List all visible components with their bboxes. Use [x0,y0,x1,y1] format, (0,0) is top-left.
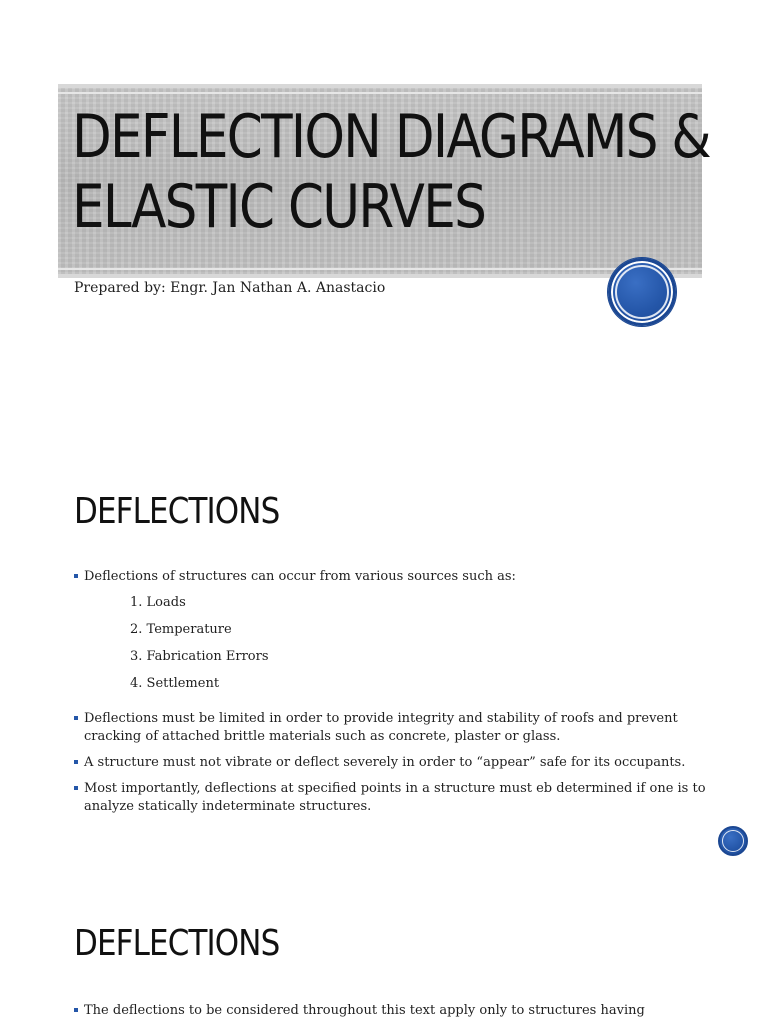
slide-title [72,102,710,242]
title-banner [58,84,710,278]
deflections-slide [0,440,768,880]
bullet-list [74,568,714,824]
slide-heading: DEFLECTIONS [74,491,280,532]
sub-item: 1. Loads [130,595,186,610]
bullet-text: Most importantly, deflections at specified points in a structure must eb determined if one is to analyze statically indeterminate structures. [84,781,706,814]
title-slide [0,0,768,440]
sub-item: 2. Temperature [130,622,232,637]
bullet-text: The deflections to be considered throughout this text apply only to structures having [84,1003,645,1018]
circle-logo-icon [718,826,748,856]
title-line-1: DEFLECTION DIAGRAMS & [72,102,710,172]
bullet-list [74,1002,714,1028]
square-bullet-icon [74,786,78,790]
bullet-item [74,568,714,702]
bullet-text: Deflections of structures can occur from various sources such as: [84,569,516,584]
bullet-item [74,780,714,816]
slide-heading: DEFLECTIONS [74,923,280,964]
square-bullet-icon [74,1008,78,1012]
bullet-text: A structure must not vibrate or deflect severely in order to “appear” safe for its occupants. [84,755,686,770]
deflections-slide-2 [0,880,768,1024]
circle-logo-icon [608,258,676,326]
bullet-text: Deflections must be limited in order to provide integrity and stability of roofs and prevent cracking of attached brittle materials such as concrete, plaster or glass. [84,711,678,744]
bullet-item [74,1002,714,1020]
square-bullet-icon [74,574,78,578]
sub-item: 3. Fabrication Errors [130,649,269,664]
bullet-item [74,710,714,746]
square-bullet-icon [74,716,78,720]
square-bullet-icon [74,760,78,764]
bullet-item [74,754,714,772]
sub-item: 4. Settlement [130,676,220,691]
numbered-sublist [84,594,714,702]
author-line: Prepared by: Engr. Jan Nathan A. Anastacio [74,280,386,296]
title-line-2: ELASTIC CURVES [72,172,486,242]
